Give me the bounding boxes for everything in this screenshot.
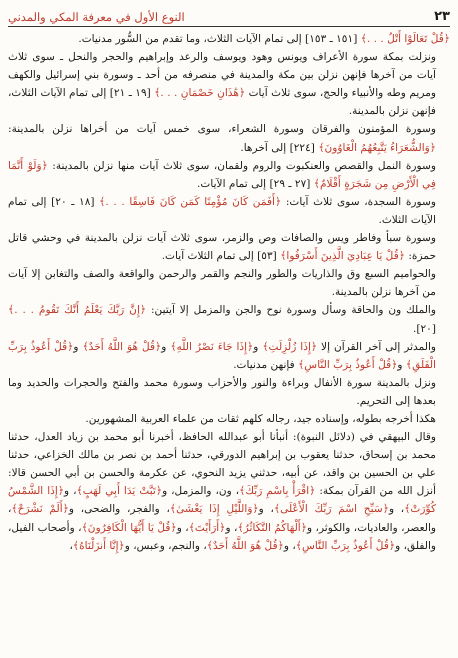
quran-verse: ﴿إِنَّا أَنزَلْنَاهُ﴾ — [72, 539, 125, 552]
quran-verse: ﴿قُلْ أَعُوذُ بِرَبِّ النَّاسِ﴾ — [295, 539, 396, 552]
paragraph — [8, 229, 450, 265]
page-header — [8, 4, 450, 27]
text-segment: وسورة سبأ وفاطر ويس والصافات وص والزمر، سوى ثلاث آيات نزلن بالمدينة في وحشي قاتل حمزة: — [8, 232, 436, 263]
text-segment: [١٩ ـ ٢١] إلى تمام الآيات الثلاث، فإنهن نزلن بالمدينة. — [8, 87, 436, 118]
quran-verse: ﴿سَبِّحِ اسْمَ رَبِّكَ الْأَعْلَى﴾ — [273, 503, 389, 516]
text-segment: وسورة المؤمنون والفرقان وسورة الشعراء، سوى خمس آيات من أخراها نزلن بالمدينة: — [8, 123, 436, 136]
quran-verse: ﴿أَرَأَيْتَ﴾ — [188, 521, 226, 534]
paragraph — [8, 338, 450, 374]
quran-verse: ﴿أَفَمَن كَانَ مُؤْمِنًا كَمَن كَانَ فَاسِقًا . . .﴾ — [99, 195, 282, 208]
quran-verse: ﴿إِذَا الشَّمْسُ كُوِّرَتْ﴾ — [8, 485, 437, 516]
quran-verse: ﴿قُلْ هُوَ اللَّهُ أَحَدٌ﴾ — [82, 340, 162, 353]
text-segment: ونزل بالمدينة سورة الأنفال وبراءة والنور والأحزاب وسورة محمد والفتح والحجرات والحديد وما بعدها إلى التحريم. — [8, 376, 436, 407]
quran-verse: ﴿وَاللَّيْلِ إِذَا يَغْشَىٰ﴾ — [169, 503, 259, 516]
text-segment: و — [253, 340, 263, 353]
text-segment: ، والنجم، وعبس، و — [124, 539, 207, 552]
paragraph — [8, 193, 450, 229]
quran-verse: ﴿قُلْ يَا عِبَادِيَ الَّذِينَ أَسْرَفُوا﴾ — [280, 250, 405, 263]
quran-verse: ﴿هَٰذَانِ خَصْمَانِ . . .﴾ — [154, 87, 246, 100]
text-segment: ، و — [283, 539, 296, 552]
text-segment: و — [161, 340, 171, 353]
text-segment: [١٨ ـ ٢٠] إلى تمام الآيات الثلاث. — [8, 195, 436, 226]
running-title: النوع الأول في معرفة المكي والمدني — [8, 10, 185, 24]
quran-verse: ﴿اقْرَأْ بِاسْمِ رَبِّكَ﴾ — [239, 485, 316, 498]
text-segment: وقال البيهقي في (دلائل النبوة): أنبأنا أبو عبدالله الحافظ، أخبرنا أبو محمد بن زياد العدل، حدثنا محمد بن إسحاق، حدثنا يعقوب بن إبراهيم الدورقي، حدثنا أحمد بن نصر بن مالك الخزاعي، حدثنا علي بن الحسين بن واقد، عن أبيه، حدثني يزيد النحوي، عن عكرمة والحسن بن أبي الحسن قالا: أنزل الله من القرآن بمكة: — [8, 431, 437, 498]
text-segment: [١٥١ ـ ١٥٣] إلى تمام الآيات الثلاث، وما تقدم من السُّور مدنيات. — [78, 33, 361, 45]
quran-verse: ﴿قُلْ أَعُوذُ بِرَبِّ النَّاسِ﴾ — [298, 358, 398, 371]
paragraph — [8, 157, 450, 193]
quran-verse: ﴿قُلْ هُوَ اللَّهُ أَحَدٌ﴾ — [206, 539, 284, 552]
text-segment: ، و — [225, 521, 238, 534]
text-segment: و — [397, 358, 406, 371]
paragraph — [8, 120, 450, 156]
quran-verse: ﴿أَلَمْ نَشْرَحْ﴾ — [11, 503, 69, 516]
quran-verse: ﴿أَلْهَاكُمُ التَّكَاثُرُ﴾ — [237, 521, 307, 534]
text-segment: وسورة النمل والقصص والعنكبوت والروم ولقمان، سوى ثلاث آيات منها نزلن بالمدينة: — [47, 159, 436, 172]
text-segment: ، وأصحاب الفيل، والفلق، و — [8, 521, 436, 552]
text-segment: ، والعصر، والعاديات، والكوثر، و — [8, 503, 437, 534]
quran-verse: ﴿قُلْ يَا أَيُّهَا الْكَافِرُونَ﴾ — [81, 521, 177, 534]
text-segment: ، و — [176, 521, 189, 534]
text-segment: والملك ون والحاقة وسأل وسورة نوح والجن والمزمل إلا آيتين: — [146, 304, 436, 317]
page-body — [8, 30, 450, 654]
quran-verse: ﴿قُلْ أَعُوذُ بِرَبِّ الْفَلَقِ﴾ — [8, 340, 436, 371]
text-segment: ، والفجر، والضحى، و — [68, 503, 170, 516]
text-segment: وسورة السجدة، سوى ثلاث آيات: — [281, 195, 436, 208]
quran-verse: ﴿قُلْ تَعَالَوْا أَتْلُ . . .﴾ — [360, 33, 450, 45]
text-segment: ونزلت بمكة سورة الأعراف ويونس وهود ويوسف والرعد وإبراهيم والحجر والنحل ـ سوى ثلاث آيات من آخرها فإنهن نزلن بين مكة والمدينة في منصرفه من أحد ـ وسورة بني إسرائيل والكهف ومريم وطه والأنبياء والحج، سوى ثلاث آيات — [8, 51, 436, 100]
page-number: ٢٣ — [434, 9, 450, 24]
quran-verse: ﴿تَبَّتْ يَدَا أَبِي لَهَبٍ﴾ — [76, 485, 163, 498]
quran-verse: ﴿وَلَوْ أَنَّمَا فِي الْأَرْضِ مِن شَجَرَةٍ أَقْلَامٌ﴾ — [8, 159, 436, 190]
text-segment: والحواميم السبع وق والذاريات والطور والنجم والقمر والرحمن والواقعة والصف والتغابن إلا آيات من آخرها نزلن بالمدينة. — [8, 268, 436, 299]
paragraph — [8, 428, 450, 555]
paragraph — [8, 265, 450, 301]
paragraph — [8, 301, 450, 337]
text-segment: [٢٧ ـ ٢٩] إلى تمام الآيات. — [197, 177, 314, 190]
paragraph — [8, 30, 450, 48]
text-segment: ، و — [258, 503, 274, 516]
paragraph — [8, 48, 450, 120]
paragraph — [8, 374, 450, 410]
text-segment: [٢٠]. — [412, 322, 436, 335]
quran-verse: ﴿وَالشُّعَرَاءُ يَتَّبِعُهُمُ الْغَاوُونَ﴾ — [318, 141, 436, 154]
text-segment: فإنهن مدنيات. — [233, 358, 299, 371]
text-segment: ، و — [388, 503, 405, 516]
text-segment: [٢٢٤] إلى آخرها. — [240, 141, 319, 154]
text-segment: هكذا أخرجه بطوله، وإسناده جيد، رجاله كلهم ثقات من علماء العربية المشهورين. — [85, 412, 436, 425]
text-segment: ، — [69, 539, 73, 552]
quran-verse: ﴿إِذَا زُلْزِلَتِ﴾ — [262, 340, 318, 353]
text-segment: [٥٣] إلى تمام الثلاث آيات. — [161, 250, 281, 263]
quran-verse: ﴿إِنَّ رَبَّكَ يَعْلَمُ أَنَّكَ تَقُومُ . . .﴾ — [8, 304, 147, 317]
paragraph — [8, 410, 450, 428]
text-segment: ، و — [64, 485, 77, 498]
text-segment: و — [73, 340, 83, 353]
quran-verse: ﴿إِذَا جَاءَ نَصْرُ اللَّهِ﴾ — [170, 340, 254, 353]
text-segment: ، ون، والمزمل، و — [162, 485, 240, 498]
text-segment: والمدثر إلى آخر القرآن إلا — [317, 340, 436, 353]
